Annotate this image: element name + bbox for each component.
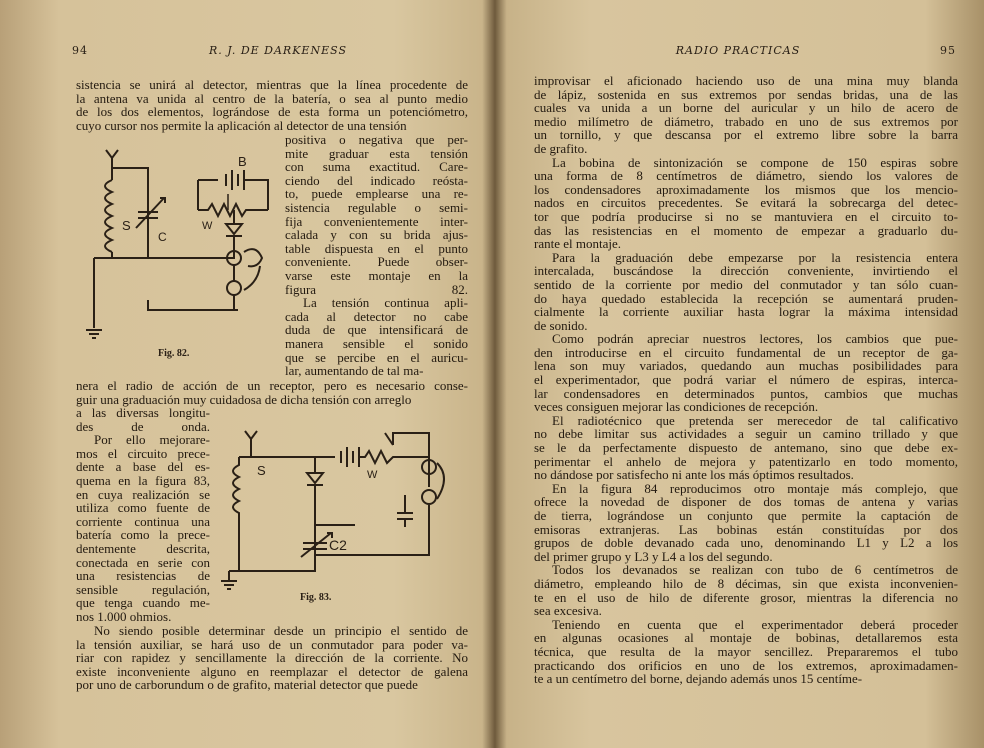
text-line: perimentar el anhelo de mejora y patentizarlo en todo momento,: [534, 453, 958, 469]
text-line: la tensión auxiliar, se hará uso de un conmutador para poder va-: [76, 636, 468, 652]
text-line: batería como la prece-: [76, 527, 210, 543]
text-line: utiliza como fuente de: [76, 500, 210, 516]
text-line: duda de que intensificará de: [285, 322, 468, 338]
fig82-label-c: C: [158, 230, 167, 244]
text-line: fija convenientemente inter-: [285, 213, 468, 229]
text-line: riar con rapidez y sencillamente la dirección de la corriente. No: [76, 650, 468, 666]
fig83-label-w: W: [367, 469, 378, 481]
text-line: grupos de doble devanado cada uno, denominando L1 y L2 a los: [534, 535, 958, 551]
text-line: quema en la figura 83,: [76, 472, 210, 488]
text-line: una resistencias de: [76, 568, 210, 584]
left-fig83-side-text: [76, 406, 210, 624]
text-line: La bobina de sintonización se compone de 150 espiras sobre: [552, 154, 958, 170]
paragraph: [534, 563, 958, 617]
text-line: manera sensible el sonido: [285, 335, 468, 351]
text-line: de sonido.: [534, 317, 588, 333]
text-line: guir una graduación muy cuidadosa de dicha tensión con arreglo: [76, 391, 412, 407]
text-line: sentido de la corriente por medio del conmutador y tan sólo cuan-: [534, 276, 958, 292]
fig82-caption: Fig. 82.: [158, 348, 190, 359]
text-line: table dispuesta en el punto: [285, 240, 468, 256]
left-bottom-text: [76, 624, 468, 692]
paragraph: [534, 482, 958, 564]
fig82-label-b: B: [238, 154, 247, 169]
text-line: cada al detector no cabe: [285, 308, 468, 324]
text-line: del primer grupo y L3 y L4 a los del segundo.: [534, 548, 773, 564]
left-fig82-side-text: [285, 133, 468, 378]
text-line: técnica, que resulta de la mayor sencillez. Prepararemos el tubo: [534, 643, 958, 659]
fig83-label-c2: C2: [329, 537, 347, 553]
text-line: sistencia regulable o semi-: [285, 199, 468, 215]
text-line: No siendo posible determinar desde un principio el sentido de: [94, 623, 468, 638]
paragraph: [534, 156, 958, 251]
figure-83: [215, 425, 455, 595]
text-line: rante el montaje.: [534, 236, 621, 252]
text-line: sensible regulación,: [76, 581, 210, 597]
text-line: de lápiz, sostenida en sus extremos por sendas bridas, una de las: [534, 86, 958, 102]
text-line: cuyo cursor nos permite la aplicación al detector de una tensión: [76, 117, 407, 133]
text-line: des de onda.: [76, 418, 210, 434]
text-line: mite graduar esta tensión: [285, 145, 468, 161]
fig82-label-w: W: [202, 220, 213, 232]
text-line: corriente continua una: [76, 513, 210, 529]
paragraph: [534, 74, 958, 156]
text-line: sistencia se unirá al detector, mientras que la línea procedente de: [76, 77, 468, 92]
text-line: Todos los devanados se realizan con tubo de 6 centímetros de: [552, 562, 958, 578]
text-line: el experimentador, que podrá variar el número de espiras, interca-: [534, 372, 958, 388]
text-line: cuales va unida a un borne del auricular y un hilo de acero de: [534, 100, 958, 116]
text-line: El radiotécnico que pretenda ser merecedor de tal calificativo: [552, 412, 958, 428]
text-line: ciendo del indicado reósta-: [285, 172, 468, 188]
text-line: la antena va unida al centro de la batería, o sea al punto medio: [76, 90, 468, 106]
text-line: mos el circuito prece-: [76, 445, 210, 461]
text-line: Como podrán apreciar nuestros lectores, los cambios que pue-: [552, 331, 958, 347]
text-line: calada y con su brida ajus-: [285, 227, 468, 243]
text-line: por uno de carborundum o de grafito, material detector que puede: [76, 677, 418, 693]
text-line: to, puede emplearse una re-: [285, 186, 468, 202]
text-line: no dándose por satisfecho ni ante los más óptimos resultados.: [534, 467, 854, 483]
fig83-caption: Fig. 83.: [300, 592, 332, 603]
paragraph: [534, 251, 958, 333]
text-line: veces consiguen mejorar las condiciones de recepción.: [534, 399, 819, 415]
text-line: nados en circuitos precedentes. Se evitará la sobrecarga del detec-: [534, 195, 958, 211]
text-line: figura 82.: [285, 281, 468, 297]
text-line: den introducirse en el circuito fundamental de un receptor de ga-: [534, 344, 958, 360]
text-line: cialmente la corriente auxiliar hasta lograr la máxima intensidad: [534, 304, 958, 320]
paragraph: [534, 618, 958, 686]
text-line: lar, aumentando de tal ma-: [285, 363, 424, 379]
text-line: nera el radio de acción de un receptor, pero es necesario conse-: [76, 378, 468, 393]
left-page-number: 94: [72, 44, 88, 57]
right-running-header: [536, 44, 956, 57]
left-running-head: R. J. DE DARKENESS: [209, 44, 347, 57]
text-line: en algunas ocasiones al montaje de bobinas, detallaremos esta: [534, 630, 958, 646]
text-line: los condensadores aproximadamente los mismos que los mencio-: [534, 181, 958, 197]
left-middle-text: [76, 379, 468, 406]
text-line: de grafito.: [534, 140, 588, 156]
text-line: se le da perfectamente dispuesto de antemano, sino que debe ex-: [534, 440, 958, 456]
text-line: dente a base del es-: [76, 459, 210, 475]
text-line: Para la graduación debe empezarse por la resistencia entera: [552, 249, 958, 265]
text-line: a las diversas longitu-: [76, 405, 210, 420]
left-running-header: [72, 44, 468, 57]
paragraph: [534, 332, 958, 414]
text-line: no debe limitar sus actividades a seguir un camino trillado y que: [534, 426, 958, 442]
text-line: diámetro, empleando hilo de 8 décimas, sin que exista inconvenien-: [534, 575, 958, 591]
text-line: intercalada, buscándose la dirección conveniente, invirtiendo el: [534, 263, 958, 279]
text-line: do haya quedado establecida la recepción se aumentará pruden-: [534, 290, 958, 306]
text-line: de tierra, lográndose un conjunto que permite la captación de: [534, 508, 958, 523]
text-line: existe inconveniente alguno en reemplazar el detector de galena: [76, 663, 468, 679]
text-line: Teniendo en cuenta que el experimentador deberá proceder: [552, 616, 958, 632]
text-line: La tensión continua apli-: [303, 295, 468, 311]
right-page-number: 95: [940, 44, 956, 57]
text-line: una forma de 8 centímetros de diámetro, siendo los valores de: [534, 168, 958, 184]
text-line: nos 1.000 ohmios.: [76, 608, 172, 624]
text-line: conectada en serie con: [76, 554, 210, 570]
text-line: ofrece la novedad de disponer de dos tomas de antena y varias: [534, 494, 958, 510]
text-line: lena son muy variados, quedando aun muchas posibilidades para: [534, 358, 958, 374]
right-body-text: [534, 74, 958, 686]
text-line: positiva o negativa que per-: [285, 132, 468, 147]
text-line: un tornillo, y que descansa por el extremo libre sobre la barra: [534, 127, 958, 143]
right-running-head: RADIO PRACTICAS: [675, 44, 801, 57]
text-line: practicando dos orificios en uno de los extremos, aproximadamen-: [534, 657, 958, 673]
text-line: emisoras extranjeras. Las bobinas están constituídas por dos: [534, 521, 958, 537]
text-line: dentemente descrita,: [76, 540, 210, 556]
fig83-label-s: S: [257, 463, 266, 478]
paragraph: [534, 414, 958, 482]
text-line: con suma exactitud. Care-: [285, 159, 468, 175]
figure-82: [78, 140, 278, 350]
text-line: que tenga cuando me-: [76, 595, 210, 611]
text-line: das las resistencias en el momento de empezar a graduarlo du-: [534, 222, 958, 238]
text-line: En la figura 84 reproducimos otro montaje más complejo, que: [552, 480, 958, 496]
text-line: en cuya realización se: [76, 486, 210, 502]
text-line: varse este montaje en la: [285, 267, 468, 283]
right-page: [506, 0, 984, 748]
text-line: tor que podría producirse si no se mantuviera en el circuito to-: [534, 208, 958, 224]
left-top-text: [76, 78, 468, 132]
text-line: conveniente. Puede obser-: [285, 254, 468, 270]
text-line: Por ello mejorare-: [94, 432, 210, 448]
fig82-label-s: S: [122, 218, 131, 233]
text-line: improvisar el aficionado haciendo uso de una mina muy blanda: [534, 73, 958, 88]
text-line: sea excesiva.: [534, 603, 602, 619]
text-line: te a un centímetro del borne, dejando además unos 15 centíme-: [534, 671, 863, 687]
text-line: lar condensadores en determinados puntos, cambios que muchas: [534, 385, 958, 401]
text-line: te en el uso de hilo de diferente grosor, mientras la diferencia no: [534, 589, 958, 605]
text-line: que se percibe en el auricu-: [285, 349, 468, 365]
text-line: medio milímetro de diámetro, trabado en uno de sus extremos por: [534, 113, 958, 129]
text-line: de los dos elementos, lográndose de esta forma un potenciómetro,: [76, 104, 468, 120]
